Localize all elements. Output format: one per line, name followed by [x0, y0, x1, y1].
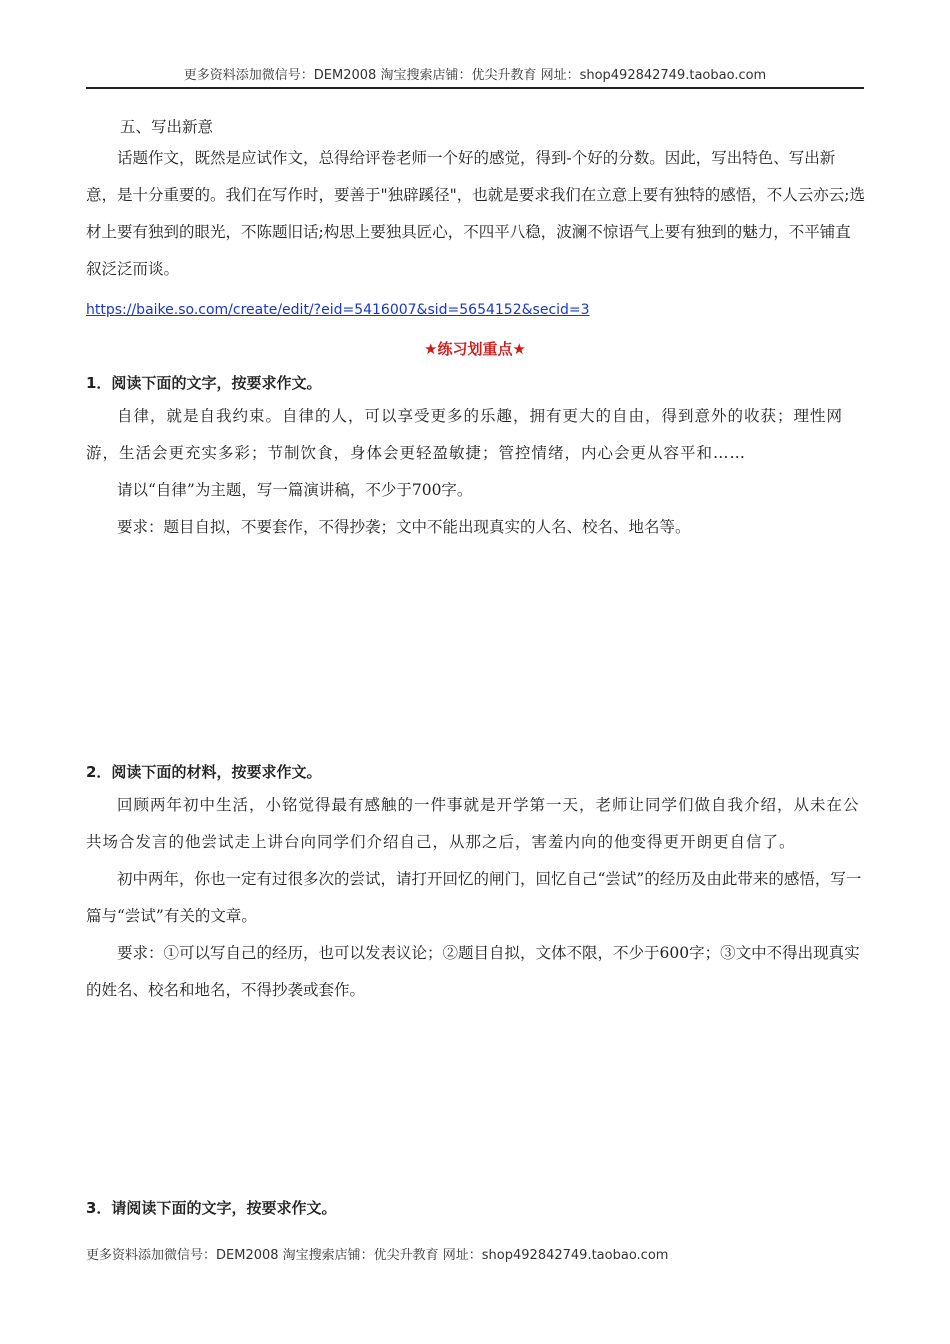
question-2-prompt: 初中两年，你也一定有过很多次的尝试，请打开回忆的闸门，回忆自己“尝试”的经历及由此带来的感悟，写一篇与“尝试”有关的文章。 — [86, 870, 862, 925]
page-footer: 更多资料添加微信号：DEM2008 淘宝搜索店铺：优尖升教育 网址：shop492842749.taobao.com — [86, 1248, 669, 1263]
header-divider — [86, 87, 864, 89]
question-2-material: 回顾两年初中生活，小铭觉得最有感触的一件事就是开学第一天，老师让同学们做自我介绍，从未在公共场合发言的他尝试走上讲台向同学们介绍自己，从那之后，害羞内向的他变得更开朗更自信了。 — [86, 796, 860, 851]
reference-link[interactable]: https://baike.so.com/create/edit/?eid=5416007&sid=5654152&secid=3 — [86, 302, 590, 318]
page-header: 更多资料添加微信号：DEM2008 淘宝搜索店铺：优尖升教育 网址：shop492842749.taobao.com — [183, 68, 767, 83]
question-1-material: 自律，就是自我约束。自律的人，可以享受更多的乐趣，拥有更大的自由，得到意外的收获；理性网游，生活会更充实多彩；节制饮食，身体会更轻盈敏捷；管控情绪，内心会更从容平和…… — [86, 407, 844, 462]
question-2-requirement: 要求：①可以写自己的经历，也可以发表议论；②题目自拟，文体不限，不少于600字；③文中不得出现真实的姓名、校名和地名，不得抄袭或套作。 — [86, 944, 860, 999]
question-1-body — [86, 398, 866, 546]
question-1-prompt: 请以“自律”为主题，写一篇演讲稿，不少于700字。 — [117, 481, 473, 499]
question-1-title: 1．阅读下面的文字，按要求作文。 — [86, 374, 322, 392]
question-1-requirement: 要求：题目自拟，不要套作，不得抄袭；文中不能出现真实的人名、校名、地名等。 — [117, 518, 691, 536]
section-title: 五、写出新意 — [120, 118, 214, 136]
question-2-body — [86, 787, 866, 1009]
practice-title: ★练习划重点★ — [424, 340, 526, 358]
section-paragraph-block — [86, 140, 866, 288]
question-3-title: 3．请阅读下面的文字，按要求作文。 — [86, 1199, 337, 1217]
question-2-title: 2．阅读下面的材料，按要求作文。 — [86, 763, 322, 781]
section-paragraph: 话题作文，既然是应试作文，总得给评卷老师一个好的感觉，得到-个好的分数。因此，写出特色、写出新意，是十分重要的。我们在写作时，要善于"独辟蹊径"，也就是要求我们在立意上要有独特的感悟，不人云亦云;选材上要有独到的眼光，不陈题旧话;构思上要独具匠心，不四平八稳，波澜不惊语气上要有独到的魅力，不平铺直叙泛泛而谈。 — [86, 149, 865, 278]
